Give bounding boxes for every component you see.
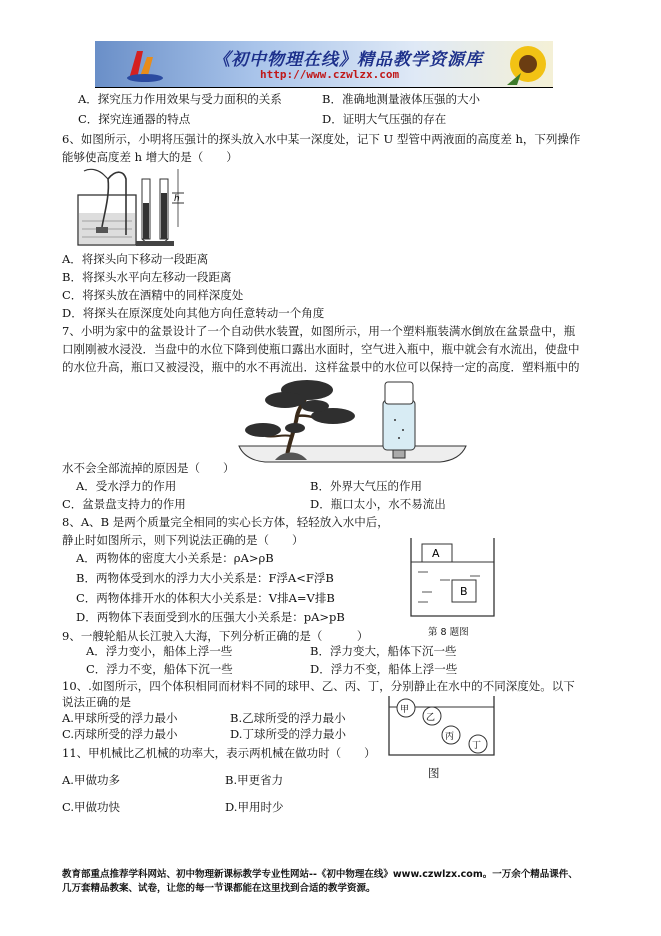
header-banner bbox=[95, 41, 553, 87]
banner-title: 《初中物理在线》精品教学资源库 bbox=[213, 50, 483, 70]
q10-option-b[interactable]: B.乙球所受的浮力最小 bbox=[230, 711, 346, 725]
q11-option-b[interactable]: B.甲更省力 bbox=[225, 773, 284, 787]
ball-bing-label: 丙 bbox=[445, 732, 455, 742]
q6-option-a[interactable]: A．将探头向下移动一段距离 bbox=[62, 252, 209, 266]
q10-figure bbox=[388, 695, 496, 757]
block-b-label: B bbox=[460, 585, 468, 598]
q5-option-b[interactable]: B．准确地测量液体压强的大小 bbox=[322, 92, 480, 106]
q8-caption: 第 8 题图 bbox=[428, 627, 469, 638]
q5-option-d[interactable]: D．证明大气压强的存在 bbox=[322, 112, 447, 126]
q8-option-b[interactable]: B．两物体受到水的浮力大小关系是：F浮A<F浮B bbox=[76, 571, 334, 585]
q8-option-a[interactable]: A．两物体的密度大小关系是：ρA>ρB bbox=[76, 551, 274, 565]
q7-option-a[interactable]: A．受水浮力的作用 bbox=[76, 479, 177, 493]
q7-option-b[interactable]: B．外界大气压的作用 bbox=[310, 479, 422, 493]
q10-caption: 图 bbox=[428, 766, 440, 780]
block-a-label: A bbox=[432, 547, 440, 560]
q8-stem-line1: 8、A、B 是两个质量完全相同的实心长方体，轻轻放入水中后， bbox=[62, 515, 389, 529]
q5-option-a[interactable]: A．探究压力作用效果与受力面积的关系 bbox=[78, 92, 282, 106]
pressure-gauge-figure bbox=[64, 165, 194, 249]
q7-stem-line4: 水不会全部流掉的原因是（ ） bbox=[62, 461, 235, 475]
q6-option-b[interactable]: B．将探头水平向左移动一段距离 bbox=[62, 270, 232, 284]
q11-stem: 11、甲机械比乙机械的功率大，表示两机械在做功时（ ） bbox=[62, 746, 376, 760]
q7-stem-line3: 的水位升高，瓶口又被浸没，瓶中的水不再流出．这样盆景中的水位可以保持一定的高度．塑料瓶中的 bbox=[62, 360, 580, 374]
site-logo-icon bbox=[123, 45, 163, 83]
q9-option-c[interactable]: C．浮力不变，船体下沉一些 bbox=[86, 662, 233, 676]
q6-stem-line1: 6、如图所示，小明将压强计的探头放入水中某一深度处，记下 U 型管中两液面的高度差 h，下列操作 bbox=[62, 132, 581, 146]
q11-option-a[interactable]: A.甲做功多 bbox=[62, 773, 120, 787]
q8-option-c[interactable]: C．两物体排开水的体积大小关系是：V排A=V排B bbox=[76, 591, 335, 605]
q11-option-d[interactable]: D.甲用时少 bbox=[225, 800, 284, 814]
q8-option-d[interactable]: D．两物体下表面受到水的压强大小关系是：pA>pB bbox=[76, 610, 345, 624]
q5-option-c[interactable]: C．探究连通器的特点 bbox=[78, 112, 191, 126]
ball-yi-label: 乙 bbox=[426, 713, 436, 723]
ball-jia-label: 甲 bbox=[400, 705, 410, 715]
q11-option-c[interactable]: C.甲做功快 bbox=[62, 800, 121, 814]
q10-option-a[interactable]: A.甲球所受的浮力最小 bbox=[62, 711, 178, 725]
q7-stem-line1: 7、小明为家中的盆景设计了一个自动供水装置，如图所示，用一个塑料瓶装满水倒放在盆景盘中，瓶 bbox=[62, 324, 576, 338]
q9-option-a[interactable]: A．浮力变小，船体上浮一些 bbox=[86, 644, 233, 658]
q7-option-c[interactable]: C．盆景盘支持力的作用 bbox=[62, 497, 186, 511]
q6-stem-line2: 能够使高度差 h 增大的是（ ） bbox=[62, 150, 238, 164]
q7-option-d[interactable]: D．瓶口太小，水不易流出 bbox=[310, 497, 446, 511]
q8-figure bbox=[410, 536, 496, 620]
q9-option-d[interactable]: D．浮力不变，船体上浮一些 bbox=[310, 662, 458, 676]
footer-line1: 教育部重点推荐学科网站、初中物理新课标教学专业性网站--《初中物理在线》www.czwlzx.com。一万余个精品课件、 bbox=[62, 869, 578, 880]
q9-option-b[interactable]: B．浮力变大，船体下沉一些 bbox=[310, 644, 457, 658]
q7-stem-line2: 口刚刚被水浸没．当盘中的水位下降到使瓶口露出水面时，空气进入瓶中，瓶中就会有水流出，使盘中 bbox=[62, 342, 580, 356]
banner-url[interactable]: http://www.czwlzx.com bbox=[260, 68, 400, 81]
sunflower-icon bbox=[507, 43, 549, 85]
q10-stem-line1: 10、.如图所示，四个体积相同而材料不同的球甲、乙、丙、丁，分别静止在水中的不同深度处。以下 bbox=[62, 679, 575, 693]
q9-stem: 9、一艘轮船从长江驶入大海，下列分析正确的是（ ） bbox=[62, 629, 369, 643]
q6-option-c[interactable]: C．将探头放在酒精中的同样深度处 bbox=[62, 288, 244, 302]
q6-option-d[interactable]: D．将探头在原深度处向其他方向任意转动一个角度 bbox=[62, 306, 325, 320]
q10-stem-line2: 说法正确的是 bbox=[62, 695, 131, 709]
footer-line2: 几万套精品教案、试卷，让您的每一节课都能在这里找到合适的教学资源。 bbox=[62, 883, 376, 894]
ball-ding-label: 丁 bbox=[472, 741, 482, 751]
q10-option-d[interactable]: D.丁球所受的浮力最小 bbox=[230, 727, 346, 741]
header-rule bbox=[95, 87, 553, 88]
figure-label-h: h bbox=[174, 194, 180, 204]
q10-option-c[interactable]: C.丙球所受的浮力最小 bbox=[62, 727, 178, 741]
q8-stem-line2: 静止时如图所示，则下列说法正确的是（ ） bbox=[62, 533, 304, 547]
bonsai-figure bbox=[235, 376, 470, 466]
